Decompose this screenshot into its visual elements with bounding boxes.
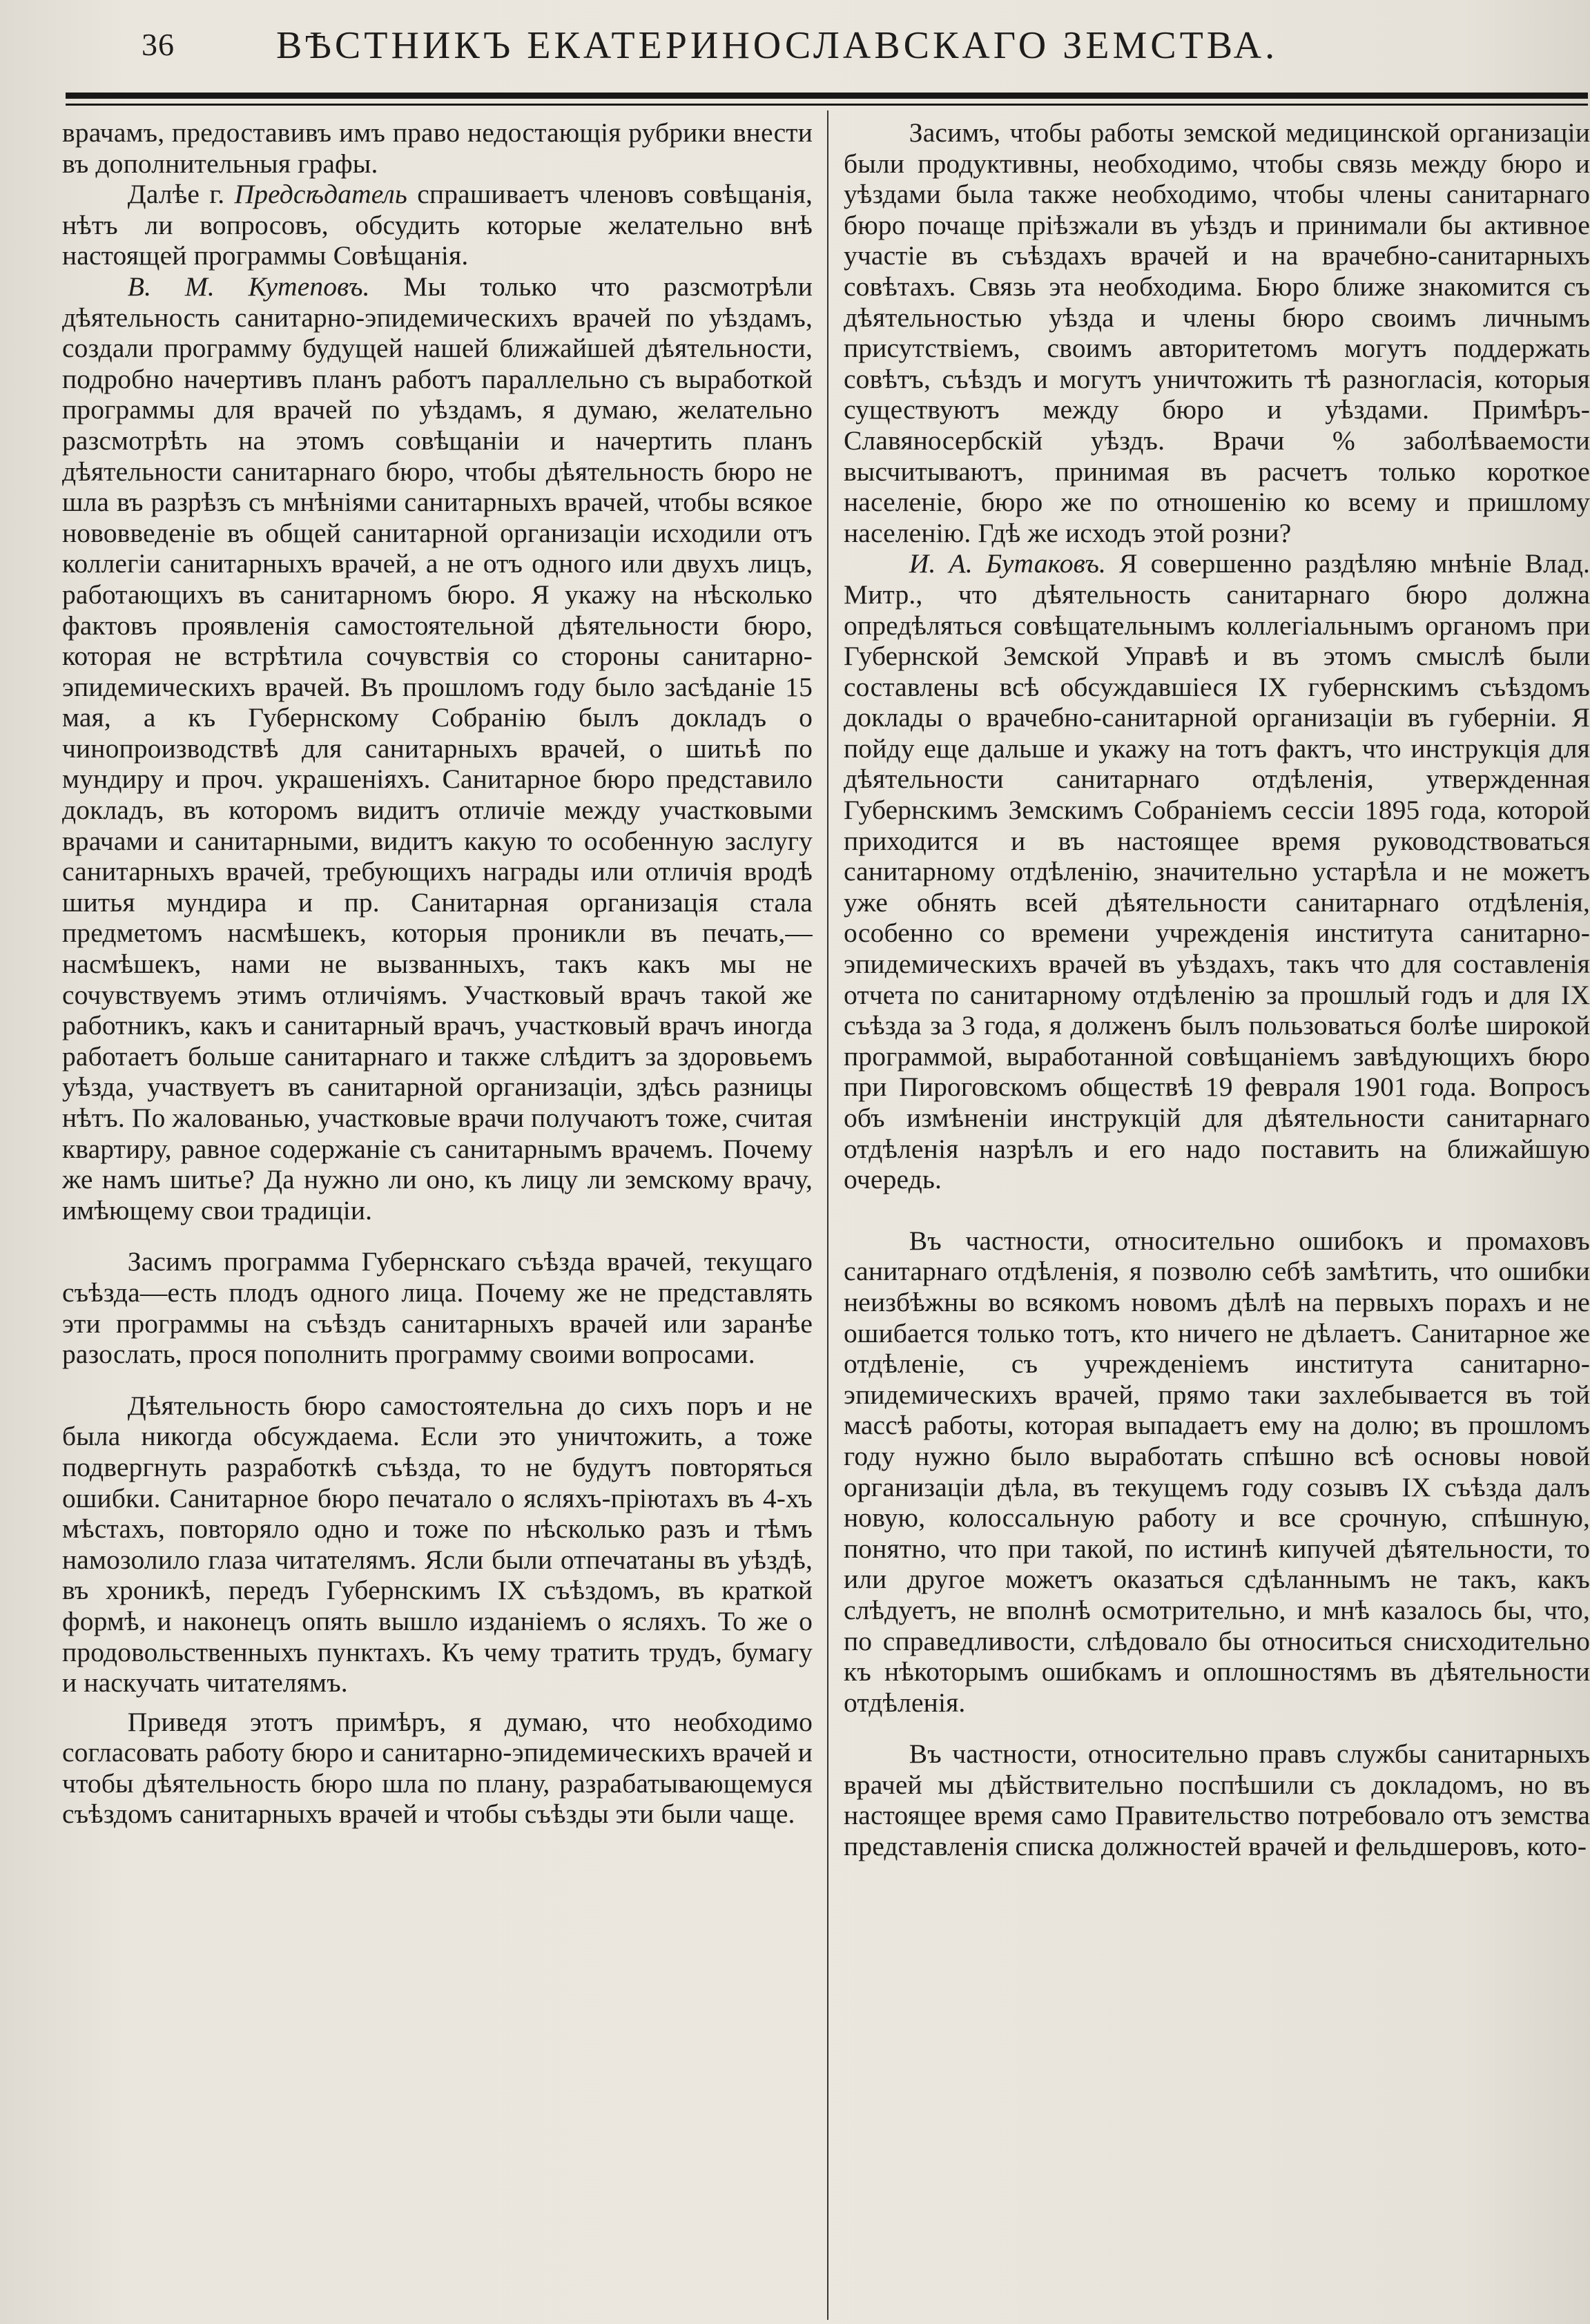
- paragraph: Засимъ программа Губернскаго съѣзда врачей, текущаго съѣзда—есть плодъ одного лица. Почему же не представлять эти программы на съѣздъ санитарныхъ врачей или заранѣе разослать, прося пополнить программу своими вопросами.: [62, 1246, 813, 1370]
- header-rule-thin: [66, 104, 1588, 106]
- paragraph: Въ частности, относительно правъ службы санитарныхъ врачей мы дѣйствительно поспѣшили съ докладомъ, но въ настоящее время само Правительство потребовало отъ земства представленія списка должностей врачей и фельдшеровъ, кото-: [844, 1739, 1590, 1862]
- paragraph: Въ частности, относительно ошибокъ и промаховъ санитарнаго отдѣленія, я позволю себѣ замѣтить, что ошибки неизбѣжны во всякомъ новомъ дѣлѣ на первыхъ порахъ и не ошибается только тотъ, кто ничего не дѣлаетъ. Санитарное же отдѣленіе, съ учрежденіемъ института санитарно-эпидемическихъ врачей, прямо таки захлебывается въ той массѣ работы, которая выпадаетъ ему на долю; въ прошломъ году нужно было выработать спѣшно всѣ основы новой организаціи дѣла, въ текущемъ году созывъ IX съѣзда далъ новую, колоссальную работу и все срочную, спѣшную, понятно, что при такой, по истинѣ кипучей дѣятельности, то или другое можетъ оказаться сдѣланнымъ не такъ, какъ слѣдуетъ, не вполнѣ осмотрительно, и мнѣ казалось бы, что, по справедливости, слѣдовало бы относиться снисходительно къ нѣкоторымъ ошибкамъ и оплошностямъ въ дѣятельности отдѣленія.: [844, 1225, 1590, 1718]
- paragraph-text: Я совершенно раздѣляю мнѣніе Влад. Митр., что дѣятельность санитарнаго бюро должна опредѣляться совѣщательнымъ коллегіальнымъ органомъ при Губернской Земской Управѣ и въ этомъ смыслѣ были составлены всѣ обсуждавшіеся IX губернскимъ съѣздомъ доклады о врачебно-санитарной организаціи въ губерніи. Я пойду еще дальше и укажу на тотъ фактъ, что инструкція для дѣятельности санитарнаго отдѣленія, утвержденная Губернскимъ Земскимъ Собраніемъ сессіи 1895 года, которой приходится и въ настоящее время руководствоваться санитарному отдѣленію, значительно устарѣла и не можетъ уже обнять всей дѣятельности санитарнаго отдѣленія, особенно со времени учрежденія института санитарно-эпидемическихъ врачей въ уѣздахъ, такъ что для составленія отчета по санитарному отдѣленію за прошлый годъ и для IX съѣзда за 3 года, я долженъ былъ пользоваться болѣе широкой программой, выработанной совѣщаніемъ завѣдующихъ бюро при Пироговскомъ обществѣ 19 февраля 1901 года. Вопросъ объ измѣненіи инструкцій для дѣятельности санитарнаго отдѣленія назрѣлъ и его надо поставить на ближайшую очередь.: [844, 548, 1590, 1195]
- paragraph-text: спрашиваетъ членовъ совѣщанія, нѣтъ ли вопросовъ, обсудить которые желательно внѣ настоящей программы Совѣщанія.: [62, 179, 813, 271]
- column-divider: [827, 110, 828, 2320]
- left-column: [62, 117, 813, 2313]
- page-number: 36: [142, 27, 175, 62]
- speaker-name: В. М. Кутеповъ.: [127, 271, 370, 302]
- paragraph-text: Мы только что разсмотрѣли дѣятельность санитарно-эпидемическихъ врачей по уѣздамъ, создали программу будущей нашей ближайшей дѣятельности, подробно начертивъ планъ работъ параллельно съ выработкой программы для врачей по уѣздамъ, я думаю, желательно разсмотрѣть на этомъ совѣщаніи и начертить планъ дѣятельности санитарнаго бюро, чтобы дѣятельность бюро не шла въ разрѣзъ съ мнѣніями санитарныхъ врачей, чтобы всякое нововведеніе въ общей санитарной организаціи исходили отъ коллегіи санитарныхъ врачей, а не отъ одного или двухъ лицъ, работающихъ въ санитарномъ бюро. Я укажу на нѣсколько фактовъ проявленія самостоятельной дѣятельности бюро, которая не встрѣтила сочувствія со стороны санитарно-эпидемическихъ врачей. Въ прошломъ году было засѣданіе 15 мая, а къ Губернскому Собранію былъ докладъ о чинопроизводствѣ для санитарныхъ врачей, о шитьѣ по мундиру и проч. украшеніяхъ. Санитарное бюро представило докладъ, въ которомъ видитъ отличіе между участковыми врачами и санитарными, видитъ какую то особенную заслугу санитарныхъ врачей, требующихъ награды или отличія вродѣ шитья мундира и пр. Санитарная организація стала предметомъ насмѣшекъ, которыя проникли въ печать,—насмѣшекъ, нами не вызванныхъ, такъ какъ мы не сочувствуемъ этимъ отличіямъ. Участковый врачъ такой же работникъ, какъ и санитарный врачъ, участковый врачъ иногда работаетъ больше санитарнаго и также слѣдитъ за здоровьемъ уѣзда, участвуетъ въ санитарной организаціи, здѣсь разницы нѣтъ. По жалованью, участковые врачи получаютъ тоже, считая квартиру, равное содержаніе съ санитарнымъ врачемъ. Почему же намъ шитье? Да нужно ли оно, къ лицу ли земскому врачу, имѣющему свои традиціи.: [62, 271, 813, 1226]
- speaker-name: Предсѣдатель: [234, 179, 408, 210]
- paragraph: [844, 548, 1590, 1194]
- page-header: [0, 19, 1590, 81]
- paragraph-text: Далѣе г.: [127, 179, 225, 210]
- paragraph: Дѣятельность бюро самостоятельна до сихъ поръ и не была никогда обсуждаема. Если это уничтожить, а тоже подвергнуть разработкѣ съѣзда, то не будутъ повторяться ошибки. Санитарное бюро печатало о ясляхъ-пріютахъ въ 4-хъ мѣстахъ, повторяло одно и тоже по нѣсколько разъ и тѣмъ намозолило глаза читателямъ. Ясли были отпечатаны въ уѣздѣ, въ хроникѣ, передъ Губернскимъ IX съѣздомъ, въ краткой формѣ, и наконецъ опять вышло изданіемъ о ясляхъ. То же о продовольственныхъ пунктахъ. Къ чему тратить трудъ, бумагу и наскучать читателямъ.: [62, 1390, 813, 1698]
- header-rule-thick: [66, 93, 1588, 99]
- right-column: [844, 117, 1590, 2313]
- paragraph: [62, 179, 813, 271]
- paragraph: [62, 271, 813, 1226]
- speaker-name: И. А. Бутаковъ.: [909, 548, 1107, 579]
- running-title: ВѢСТНИКЪ ЕКАТЕРИНОСЛАВСКАГО ЗЕМСТВА.: [276, 24, 1279, 67]
- paragraph: Приведя этотъ примѣръ, я думаю, что необходимо согласовать работу бюро и санитарно-эпидемическихъ врачей и чтобы дѣятельность бюро шла по плану, разрабатывающемуся съѣздомъ санитарныхъ врачей и чтобы съѣзды эти были чаще.: [62, 1706, 813, 1830]
- paragraph: врачамъ, предоставивъ имъ право недостающія рубрики внести въ дополнительныя графы.: [62, 117, 813, 179]
- paragraph: Засимъ, чтобы работы земской медицинской организаціи были продуктивны, необходимо, чтобы связь между бюро и уѣздами была также необходимо, чтобы члены санитарнаго бюро почаще пріѣзжали въ уѣздъ и принимали бы активное участіе въ съѣздахъ врачей и на врачебно-санитарныхъ совѣтахъ. Связь эта необходима. Бюро ближе знакомится съ дѣятельностью уѣзда и члены бюро своимъ личнымъ присутствіемъ, своимъ авторитетомъ могутъ поддержать совѣтъ, съѣздъ и могутъ уничтожить тѣ разногласія, которыя существуютъ между бюро и уѣздами. Примѣръ-Славяносербскій уѣздъ. Врачи % заболѣваемости высчитываютъ, принимая въ расчетъ только короткое населеніе, бюро же по отношенію ко всему и пришлому населенію. Гдѣ же исходъ этой розни?: [844, 117, 1590, 548]
